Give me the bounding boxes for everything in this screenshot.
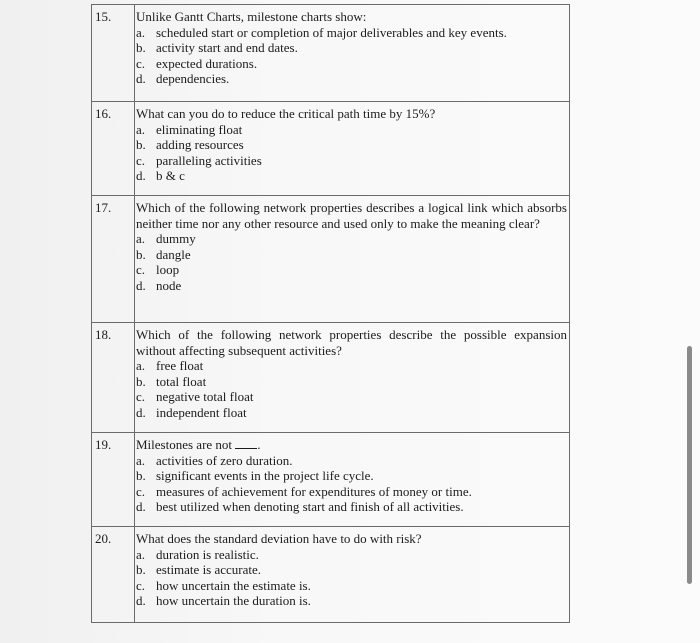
- option-letter: d.: [136, 593, 146, 609]
- question-stem: Which of the following network properties describes a logical link which absorbs neither time nor any other resource and used only to make the meaning clear?: [136, 200, 567, 231]
- option-a: [135, 358, 567, 374]
- fill-in-blank: [235, 437, 257, 449]
- option-letter: a.: [136, 24, 146, 40]
- option-letter: b.: [136, 468, 146, 484]
- question-stem: Which of the following network properties describe the possible expansion without affecting subsequent activities?: [136, 327, 567, 358]
- option-a: [135, 453, 567, 469]
- question-row-16: [92, 101, 569, 196]
- option-text: scheduled start or completion of major deliverables and key events.: [156, 24, 507, 40]
- stem-end: .: [257, 437, 261, 452]
- question-stem: What can you do to reduce the critical path time by 15%?: [136, 106, 436, 121]
- option-letter: d.: [136, 168, 146, 184]
- option-text: measures of achievement for expenditures of money or time.: [156, 483, 472, 499]
- option-text: significant events in the project life cycle.: [156, 468, 374, 484]
- option-d: [135, 71, 567, 87]
- option-a: [135, 25, 567, 41]
- option-text: node: [156, 277, 182, 293]
- option-letter: b.: [136, 40, 146, 56]
- option-a: [135, 122, 567, 138]
- question-table: [91, 4, 570, 623]
- option-letter: b.: [136, 246, 146, 262]
- question-number: 20.: [95, 531, 112, 546]
- question-content: [135, 200, 567, 294]
- option-a: [135, 547, 567, 563]
- option-text: b & c: [156, 168, 185, 184]
- option-b: [135, 562, 567, 578]
- question-number-cell: [92, 196, 135, 323]
- question-content: [135, 106, 567, 184]
- question-stem: What does the standard deviation have to do with risk?: [136, 531, 422, 546]
- option-d: [135, 593, 567, 609]
- option-letter: a.: [136, 121, 146, 137]
- question-content: [135, 327, 567, 421]
- option-letter: c.: [136, 483, 146, 499]
- option-c: [135, 389, 567, 405]
- option-d: [135, 168, 567, 184]
- option-text: how uncertain the estimate is.: [156, 577, 311, 593]
- question-row-19: [92, 432, 569, 527]
- question-number: 15.: [95, 9, 112, 24]
- question-stem: [135, 437, 567, 453]
- option-letter: d.: [136, 71, 146, 87]
- option-b: [135, 137, 567, 153]
- question-number: 16.: [95, 106, 112, 121]
- question-content: [135, 437, 567, 515]
- option-text: best utilized when denoting start and finish of all activities.: [156, 499, 464, 515]
- option-letter: d.: [136, 404, 146, 420]
- option-text: duration is realistic.: [156, 546, 259, 562]
- option-text: how uncertain the duration is.: [156, 593, 311, 609]
- option-letter: b.: [136, 137, 146, 153]
- option-text: activities of zero duration.: [156, 452, 293, 468]
- option-text: eliminating float: [156, 121, 243, 137]
- option-c: [135, 578, 567, 594]
- option-letter: a.: [136, 358, 146, 374]
- option-c: [135, 56, 567, 72]
- option-letter: b.: [136, 562, 146, 578]
- option-letter: d.: [136, 499, 146, 515]
- option-c: [135, 153, 567, 169]
- option-c: [135, 262, 567, 278]
- question-row-20: [92, 526, 569, 623]
- question-content: [135, 9, 567, 87]
- option-text: total float: [156, 373, 207, 389]
- option-text: dangle: [156, 246, 191, 262]
- option-letter: a.: [136, 546, 146, 562]
- question-content: [135, 531, 567, 609]
- question-row-15: [92, 4, 569, 102]
- question-row-17: [92, 195, 569, 323]
- option-b: [135, 40, 567, 56]
- option-text: paralleling activities: [156, 152, 262, 168]
- option-d: [135, 278, 567, 294]
- vertical-scrollbar[interactable]: [687, 346, 692, 584]
- question-number: 18.: [95, 327, 112, 342]
- option-letter: c.: [136, 389, 146, 405]
- question-number: 19.: [95, 437, 112, 452]
- option-text: dependencies.: [156, 71, 230, 87]
- question-number-cell: [92, 433, 135, 527]
- option-letter: a.: [136, 452, 146, 468]
- option-letter: c.: [136, 577, 146, 593]
- option-text: independent float: [156, 404, 247, 420]
- option-letter: b.: [136, 373, 146, 389]
- option-text: loop: [156, 262, 180, 278]
- option-letter: c.: [136, 152, 146, 168]
- option-text: estimate is accurate.: [156, 562, 262, 578]
- option-letter: c.: [136, 262, 146, 278]
- option-text: activity start and end dates.: [156, 40, 298, 56]
- option-a: [135, 231, 567, 247]
- question-row-18: [92, 322, 569, 433]
- option-letter: c.: [136, 55, 146, 71]
- question-number-cell: [92, 527, 135, 623]
- option-letter: d.: [136, 277, 146, 293]
- option-b: [135, 374, 567, 390]
- question-number-cell: [92, 102, 135, 196]
- option-d: [135, 499, 567, 515]
- option-text: adding resources: [156, 137, 244, 153]
- question-stem: Unlike Gantt Charts, milestone charts show:: [136, 9, 367, 24]
- question-number-cell: [92, 5, 135, 102]
- option-text: dummy: [156, 231, 196, 247]
- option-d: [135, 405, 567, 421]
- option-c: [135, 484, 567, 500]
- option-text: negative total float: [156, 389, 254, 405]
- option-letter: a.: [136, 231, 146, 247]
- option-b: [135, 247, 567, 263]
- stem-text: Milestones are not: [136, 437, 233, 452]
- option-b: [135, 468, 567, 484]
- question-number-cell: [92, 323, 135, 433]
- option-text: free float: [156, 358, 204, 374]
- question-number: 17.: [95, 200, 112, 215]
- option-text: expected durations.: [156, 55, 258, 71]
